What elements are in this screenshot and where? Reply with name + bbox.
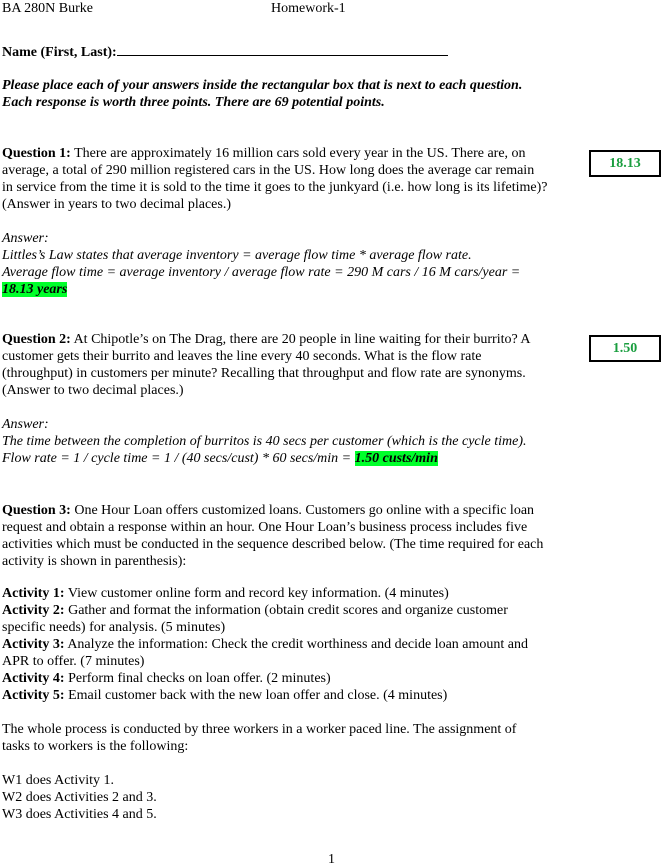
question-1-answer-label: Answer: [2,231,49,246]
question-1-answer-line-1: Littles’s Law states that average inventory = average flow time * average flow rate. [2,248,472,263]
question-2-line-3: (throughput) in customers per minute? Recalling that throughput and flow rate are synonyms. [2,366,526,381]
assignment-w2: W2 does Activities 2 and 3. [2,790,157,805]
question-2-answer-line-2: Flow rate = 1 / cycle time = 1 / (40 secs/cust) * 60 secs/min = 1.50 custs/min [2,451,438,466]
course-header: BA 280N Burke [2,1,93,16]
question-2-answer-label: Answer: [2,417,49,432]
workers-intro [2,721,580,755]
question-1-line-4: (Answer in years to two decimal places.) [2,197,231,212]
question-1-answer-line-2: Average flow time = average inventory / average flow rate = 290 M cars / 16 M cars/year = [2,265,521,280]
question-1-line-3: in service from the time it is sold to the time it goes to the junkyard (i.e. how long is its lifetime)? [2,180,548,195]
question-1 [2,145,580,298]
question-1-label: Question 1: [2,146,71,161]
worker-assignments [2,772,302,823]
activity-3: Activity 3: Analyze the information: Check the credit worthiness and decide loan amount and [2,637,529,652]
name-label: Name (First, Last): [2,45,117,60]
instructions-line-1: Please place each of your answers inside the rectangular box that is next to each question. [2,78,523,93]
name-field [2,43,448,61]
workers-intro-line-2: tasks to workers is the following: [2,739,189,754]
question-2-answer-line-1: The time between the completion of burritos is 40 secs per customer (which is the cycle time). [2,434,527,449]
instructions-line-2: Each response is worth three points. There are 69 potential points. [2,95,385,110]
assignment-w1: W1 does Activity 1. [2,773,114,788]
question-3 [2,502,580,570]
question-2-line-4: (Answer to two decimal places.) [2,383,184,398]
instructions [2,77,592,111]
activity-2-cont: specific needs) for analysis. (5 minutes) [2,620,226,635]
question-2 [2,331,580,467]
activity-2: Activity 2: Gather and format the information (obtain credit scores and organize customer [2,603,508,618]
activity-4: Activity 4: Perform final checks on loan offer. (2 minutes) [2,671,331,686]
question-2-line-1: Question 2: At Chipotle’s on The Drag, there are 20 people in line waiting for their burrito? A [2,332,531,347]
question-3-line-3: activities which must be conducted in the sequence described below. (The time required for each [2,537,544,552]
question-1-line-1: Question 1: There are approximately 16 million cars sold every year in the US. There are, on [2,146,526,161]
question-2-line-2: customer gets their burrito and leaves the line every 40 seconds. What is the flow rate [2,349,482,364]
question-1-answer-highlight: 18.13 years [2,282,68,297]
question-3-line-4: activity is shown in parenthesis): [2,554,187,569]
page-number: 1 [328,852,335,867]
question-3-line-1: Question 3: One Hour Loan offers customized loans. Customers go online with a specific loan [2,503,535,518]
activity-3-cont: APR to offer. (7 minutes) [2,654,145,669]
question-2-label: Question 2: [2,332,71,347]
assignment-w3: W3 does Activities 4 and 5. [2,807,157,822]
workers-intro-line-1: The whole process is conducted by three workers in a worker paced line. The assignment of [2,722,517,737]
activity-1: Activity 1: View customer online form and record key information. (4 minutes) [2,586,449,601]
question-1-answer-box[interactable]: 18.13 [589,150,661,177]
question-1-line-2: average, a total of 290 million registered cars in the US. How long does the average car remain [2,163,535,178]
activity-5: Activity 5: Email customer back with the new loan offer and close. (4 minutes) [2,688,448,703]
name-blank-line[interactable] [117,43,448,56]
question-3-label: Question 3: [2,503,71,518]
assignment-header: Homework-1 [271,1,346,16]
question-3-line-2: request and obtain a response within an hour. One Hour Loan’s business process includes five [2,520,528,535]
question-2-answer-box[interactable]: 1.50 [589,335,661,362]
activity-list [2,585,580,704]
question-2-answer-highlight: 1.50 custs/min [354,451,438,466]
